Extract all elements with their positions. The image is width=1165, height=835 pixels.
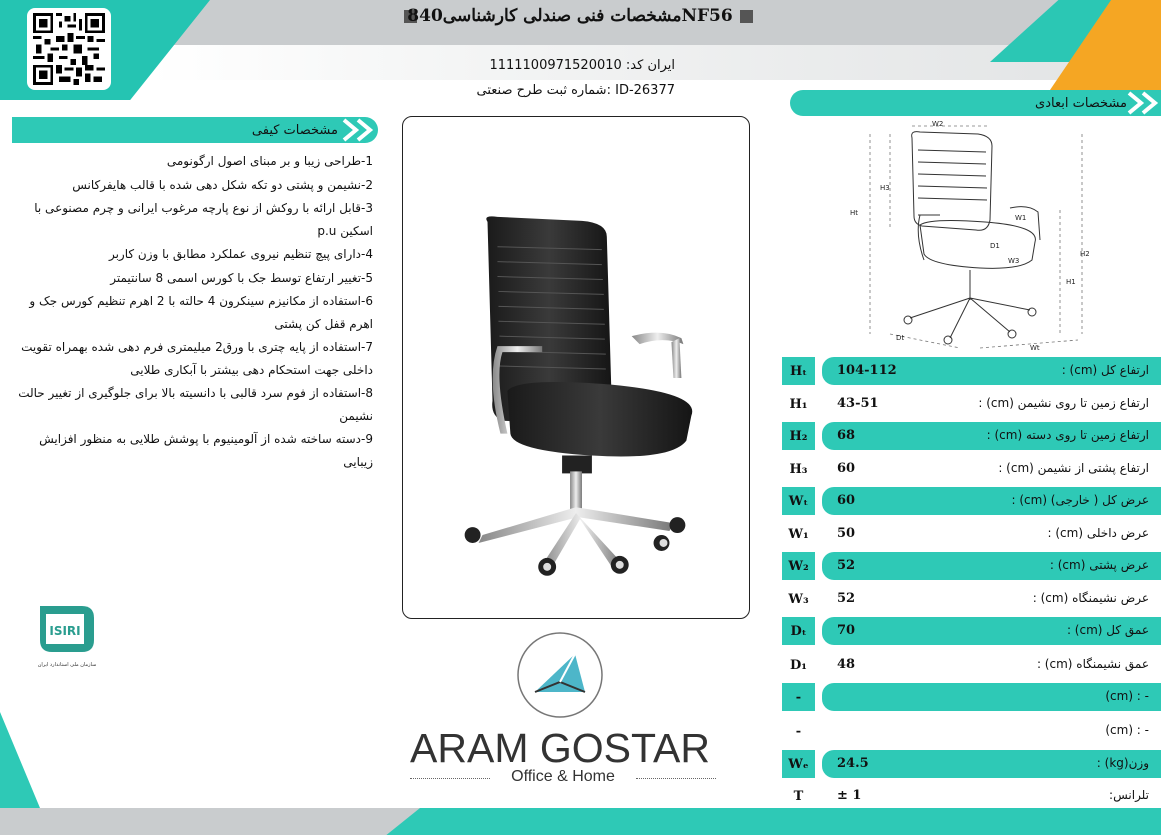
dim-label: Wt (1030, 344, 1040, 352)
spec-row (782, 585, 1161, 613)
dim-label: W1 (1015, 214, 1027, 222)
list-item: 8-استفاده از فوم سرد قالبی با دانسیته بالا برای جلوگیری از تغییر حالت نشیمن (18, 386, 373, 423)
spec-symbol: H₂ (782, 422, 815, 450)
spec-value: 48 (837, 657, 856, 672)
dim-label: W2 (932, 120, 944, 128)
list-item: 3-قابل ارائه با روکش از نوع پارچه مرغوب ایرانی و چرم مصنوعی با اسکین p.u (34, 201, 373, 238)
title-square-icon (740, 10, 753, 23)
brand-tagline: Office & Home (511, 768, 615, 785)
spec-value: 52 (837, 558, 856, 573)
spec-value: 24.5 (837, 756, 869, 771)
spec-symbol: - (795, 723, 802, 739)
qr-code-icon (27, 8, 111, 90)
spec-symbol: H₃ (789, 461, 808, 477)
spec-label: ارتفاع زمین تا روی نشیمن (cm) : (978, 396, 1149, 410)
page-title: مشخصات فنی صندلی کارشناسی840NF56 (407, 6, 733, 26)
spec-label: عمق نشیمنگاه (cm) : (1036, 657, 1149, 671)
spec-label: عرض پشتی (cm) : (1049, 558, 1149, 572)
iran-code: ایران کد: 1111100971520010 (489, 58, 675, 73)
spec-symbol: W₂ (782, 552, 815, 580)
spec-symbol: Hₜ (782, 357, 815, 385)
double-chevron-icon (1125, 90, 1165, 116)
footer-accent (0, 712, 40, 808)
spec-symbol: Wₜ (782, 487, 815, 515)
list-item: 4-دارای پیچ تنظیم نیروی عملکرد مطابق با وزن کاربر (108, 247, 373, 261)
spec-value: 60 (837, 461, 856, 476)
dim-label: D1 (990, 242, 1000, 250)
dim-label: H3 (880, 184, 890, 192)
spec-row (782, 782, 1161, 810)
spec-value: ± 1 (837, 788, 862, 803)
spec-row (782, 717, 1161, 745)
spec-value: 52 (837, 591, 856, 606)
spec-label: عرض کل ( خارجی) (cm) : (1011, 493, 1149, 507)
list-item: 2-نشیمن و پشتی دو تکه شکل دهی شده با قالب هایفرکانس (72, 177, 373, 192)
spec-symbol: H₁ (789, 396, 808, 412)
spec-value: 70 (837, 623, 856, 638)
spec-symbol: W₁ (788, 526, 809, 542)
spec-row (782, 487, 1161, 515)
spec-label: ارتفاع پشتی از نشیمن (cm) : (998, 461, 1149, 475)
spec-symbol: - (782, 683, 815, 711)
spec-row (782, 390, 1161, 418)
spec-symbol: W₃ (788, 591, 809, 607)
spec-label: عمق کل (cm) : (1066, 623, 1149, 637)
dim-label: H2 (1080, 250, 1090, 258)
spec-row (782, 651, 1161, 679)
spec-label: - : (cm) (1105, 689, 1149, 703)
brand-tagline-row (410, 768, 716, 788)
spec-row (782, 357, 1161, 385)
spec-label: - : (cm) (1105, 723, 1149, 737)
brand-name: ARAM GOSTAR (410, 725, 710, 771)
dimension-drawing (850, 120, 1100, 352)
list-item: 6-استفاده از مکانیزم سینکرون 4 حالته با 2 اهرم تنظیم کورس جک و اهرم قفل کن پشتی (29, 294, 373, 331)
list-item: 1-طراحی زیبا و بر مبنای اصول ارگونومی (166, 154, 373, 168)
dim-label: H1 (1066, 278, 1076, 286)
qualitative-heading-banner (12, 117, 378, 143)
list-item: 7-استفاده از پایه چتری با ورق2 میلیمتری فرم دهی شده بهمراه تقویت داخلی جهت استحکام دهی بیشتر با آبکاری طلایی (21, 340, 373, 377)
spec-label: ارتفاع کل (cm) : (1061, 363, 1149, 377)
list-item: 5-تغییر ارتفاع توسط جک با کورس اسمی 8 سانتیمتر (110, 270, 373, 285)
svg-text:ISIRI: ISIRI (49, 624, 81, 638)
qualitative-list (8, 150, 373, 474)
brand-logo-icon (515, 630, 605, 720)
registration-number: شماره ثبت طرح صنعتی: ID-26377 (476, 83, 675, 98)
spec-row (782, 520, 1161, 548)
dim-label: W3 (1008, 257, 1020, 265)
spec-value: 104-112 (837, 363, 897, 378)
spec-value: 68 (837, 428, 856, 443)
list-item: 9-دسته ساخته شده از آلومینیوم با پوشش طلایی به منظور افزایش زیبایی (39, 432, 373, 469)
dimensional-heading: مشخصات ابعادی (1035, 95, 1127, 111)
footer-band-gray (0, 808, 420, 835)
chair-photo (402, 116, 750, 619)
spec-value: 43-51 (837, 396, 879, 411)
dim-label: Ht (850, 209, 859, 217)
qualitative-heading: مشخصات کیفی (251, 122, 338, 138)
dim-label: Dt (896, 334, 905, 342)
spec-symbol: Dₜ (782, 617, 815, 645)
std-org-name: سازمان ملی استاندارد ایران (37, 662, 97, 668)
spec-symbol: Wₑ (782, 750, 815, 778)
spec-symbol: D₁ (790, 657, 807, 673)
spec-label: عرض داخلی (cm) : (1047, 526, 1149, 540)
spec-row (782, 455, 1161, 483)
spec-label: تلرانس: (1109, 788, 1149, 802)
spec-value: 60 (837, 493, 856, 508)
dimensional-heading-banner (790, 90, 1161, 116)
standard-organization-logo (32, 600, 102, 672)
spec-label: وزن(kg) : (1096, 756, 1149, 770)
spec-row (782, 683, 1161, 711)
spec-row (782, 422, 1161, 450)
spec-row (782, 750, 1161, 778)
double-chevron-icon (340, 117, 380, 143)
spec-label: ارتفاع زمین تا روی دسته (cm) : (986, 428, 1149, 442)
spec-symbol: T (793, 788, 804, 804)
spec-row (782, 617, 1161, 645)
spec-row (782, 552, 1161, 580)
spec-label: عرض نشیمنگاه (cm) : (1032, 591, 1149, 605)
spec-value: 50 (837, 526, 856, 541)
